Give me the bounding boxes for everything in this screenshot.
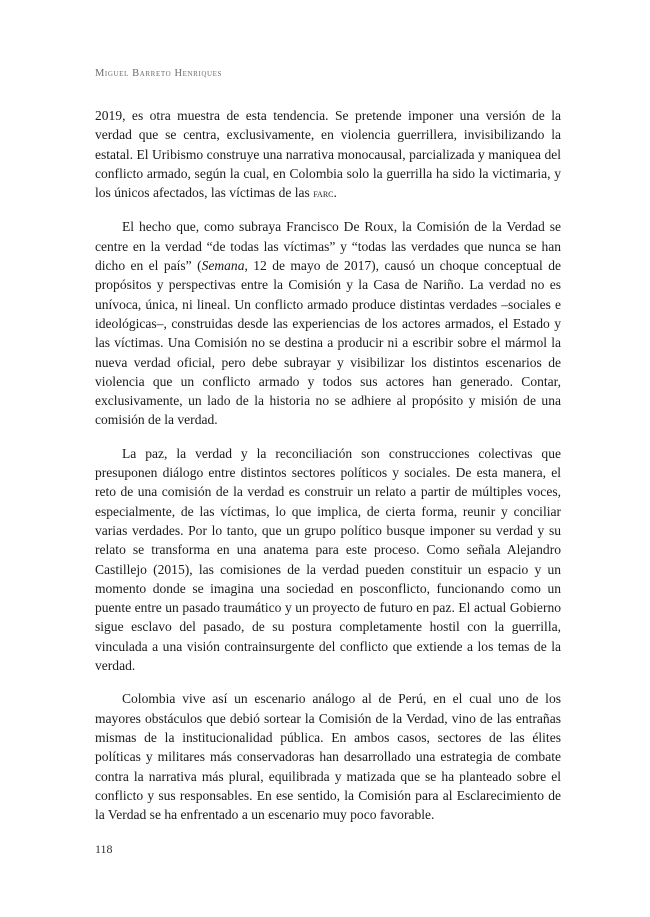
paragraph-1 (95, 106, 561, 203)
page-number: 118 (95, 842, 113, 856)
paragraph-1-end: . (333, 185, 337, 201)
paragraph-2-text-b: , 12 de mayo de 2017), causó un choque conceptual de propósitos y perspectivas entre la Comisión y la Casa de Nariño. La verdad no es unívoca, única, ni lineal. Un conflicto armado produce distintas verdades –sociales e ideológicas–, construidas desde las experiencias de los actores armados, el Estado y las víctimas. Una Comisión no se destina a producir ni a escribir sobre el mármol la nueva verdad oficial, pero debe subrayar y visibilizar los distintos escenarios de violencia que un conflicto armado y todos sus actores han generado. Contar, exclusivamente, un lado de la historia no se adhiere al propósito y misión de una comisión de la verdad. (95, 258, 561, 428)
paragraph-4-text: Colombia vive así un escenario análogo al de Perú, en el cual uno de los mayores obstáculos que debió sortear la Comisión de la Verdad, vino de las entrañas mismas de la institucionalidad pública. En ambos casos, sectores de las élites políticas y militares más conservadoras han desarrollado una estrategia de combate contra la narrativa más plural, equilibrada y matizada que se ha planteado sobre el conflicto y sus responsables. En ese sentido, la Comisión para al Esclarecimiento de la Verdad se ha enfrentado a un escenario muy poco favorable. (95, 691, 561, 823)
paragraph-3-text: La paz, la verdad y la reconciliación son construcciones colectivas que presuponen diálogo entre distintos sectores políticos y sociales. De esta manera, el reto de una comisión de la verdad es construir un relato a partir de múltiples voces, especialmente, de las víctimas, lo que implica, de cierta forma, reunir y conciliar varias verdades. Por lo tanto, que un grupo político busque imponer su verdad y su relato se transforma en una anatema para este proceso. Como señala Alejandro Castillejo (2015), las comisiones de la verdad pueden constituir un espacio y un momento donde se imagina una sociedad en posconflicto, funcionando como un puente entre un pasado traumático y un proyecto de futuro en paz. El actual Gobierno sigue esclavo del pasado, de su postura completamente hostil con la guerrilla, vinculada a una visión contrainsurgente del conflicto que extiende a los temas de la verdad. (95, 445, 561, 674)
paragraph-4 (95, 689, 561, 824)
paragraph-2-text-a: El hecho que, como subraya Francisco De Roux, la Comisión de la Verdad se centre en la verdad “de todas las víctimas” y “todas las verdades que nunca se han dicho en el país” ( (95, 219, 561, 274)
semana-citation: Semana (201, 258, 245, 274)
paragraph-2 (95, 217, 561, 429)
running-header: Miguel Barreto Henriques (95, 68, 223, 79)
farc-acronym: farc (313, 186, 334, 201)
paragraph-1-text: 2019, es otra muestra de esta tendencia. Se pretende imponer una versión de la verdad que se centra, exclusivamente, en violencia guerrillera, invisibilizando la estatal. El Uribismo construye una narrativa monocausal, parcializada y maniquea del conflicto armado, según la cual, en Colombia solo la guerrilla ha sido la victimaria, y los únicos afectados, las víctimas de las (95, 108, 561, 201)
body-text (95, 106, 561, 838)
paragraph-3 (95, 444, 561, 676)
